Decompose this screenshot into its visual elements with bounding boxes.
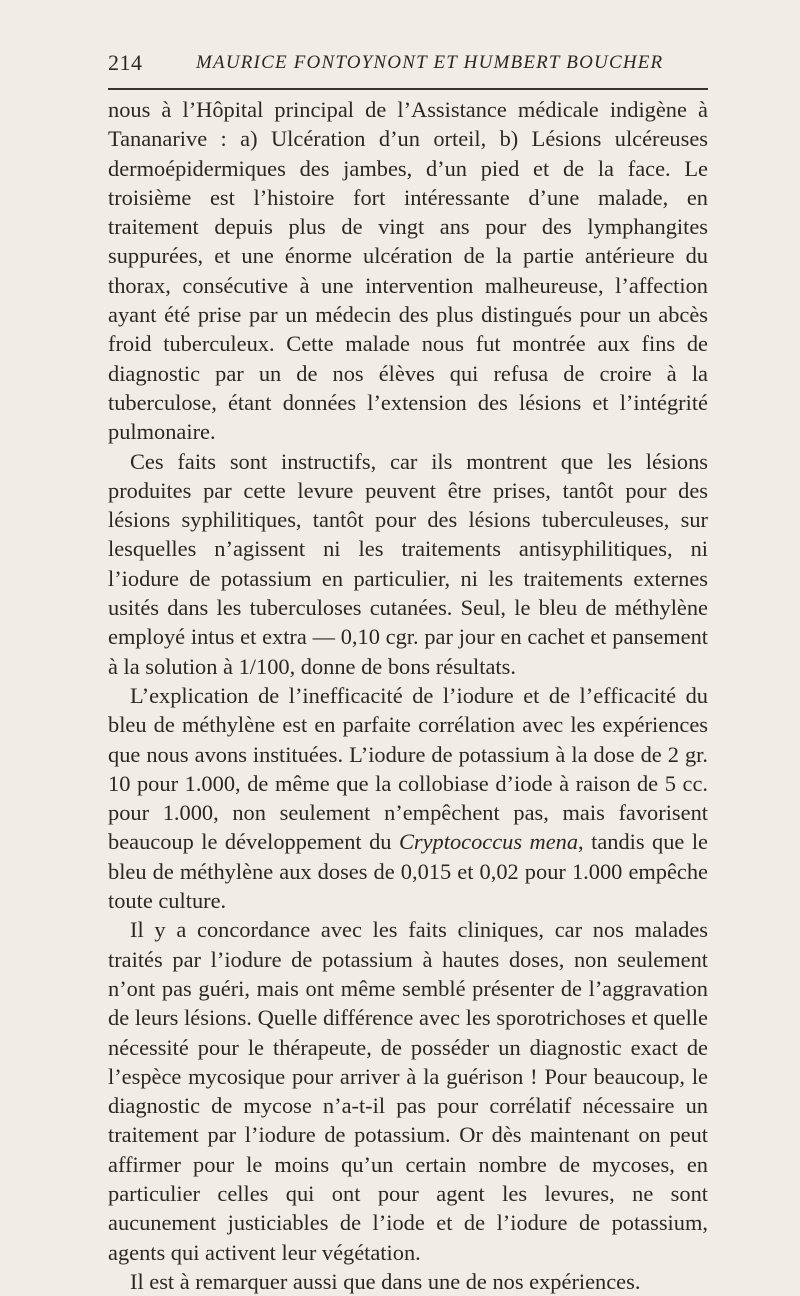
header-rule: [108, 88, 708, 90]
paragraph-3-text-before: L’explication de l’inefficacité de l’iodure et de l’efficacité du bleu de méthylène est en parfaite corrélation avec les expériences que nous avons instituées. L’iodure de potassium à la dose de 2 gr. 10 pour 1.000, de même que la collobiase d’iode à raison de 5 cc. pour 1.000, non seulement n’empêchent pas, mais favorisent beaucoup le développement du: [108, 682, 708, 855]
paragraph-4: Il y a concordance avec les faits cliniques, car nos malades traités par l’iodure de potassium à hautes doses, non seulement n’ont pas guéri, mais ont même semblé présenter de l’aggravation de leurs lésions. Quelle différence avec les sporotrichoses et quelle nécessité pour le thérapeute, de posséder un diagnostic exact de l’espèce mycosique pour arriver à la guérison ! Pour beaucoup, le diagnostic de mycose n’a-t-il pas pour corrélatif nécessaire un traitement par l’iodure de potassium. Or dès maintenant on peut affirmer pour le moins qu’un certain nombre de mycoses, en particulier celles qui ont pour agent les levures, ne sont aucunement justiciables de l’iode et de l’iodure de potassium, agents qui activent leur végétation.: [108, 917, 708, 1265]
paragraph-2: Ces faits sont instructifs, car ils montrent que les lésions produites par cette levure peuvent être prises, tantôt pour des lésions syphilitiques, tantôt pour des lésions tuberculeuses, sur lesquelles n’agissent ni les traitements antisyphilitiques, ni l’iodure de potassium en particulier, ni les traitements externes usités dans les tuberculoses cutanées. Seul, le bleu de méthylène employé intus et extra — 0,10 cgr. par jour en cachet et pansement à la solution à 1/100, donne de bons résultats.: [108, 448, 708, 679]
paragraph-3-text-after: , tandis que le bleu de méthylène aux doses de 0,015 et 0,02 pour 1.000 empêche toute culture.: [108, 829, 708, 914]
page-header: [108, 50, 708, 86]
paragraph-1: nous à l’Hôpital principal de l’Assistance médicale indigène à Tananarive : a) Ulcération d’un orteil, b) Lésions ulcéreuses dermoépidermiques des jambes, d’un pied et de la face. Le troisième est l’histoire fort intéressante d’une malade, en traitement depuis plus de vingt ans pour des lymphangites suppurées, et une énorme ulcération de la partie antérieure du thorax, consécutive à une intervention malheureuse, l’affection ayant été prise par un médecin des plus distingués pour un abcès froid tuberculeux. Cette malade nous fut montrée aux fins de diagnostic par un de nos élèves qui refusa de croire à la tuberculose, étant données l’extension des lésions et l’intégrité pulmonaire.: [108, 97, 708, 445]
running-head: MAURICE FONTOYNONT ET HUMBERT BOUCHER: [196, 52, 664, 73]
paragraph-5: Il est à remarquer aussi que dans une de nos expériences.: [130, 1268, 641, 1294]
page-number: 214: [108, 50, 143, 75]
paragraph-3: [108, 681, 708, 915]
species-name-italic: Cryptococcus mena: [398, 829, 579, 855]
body-text: [108, 95, 708, 1296]
